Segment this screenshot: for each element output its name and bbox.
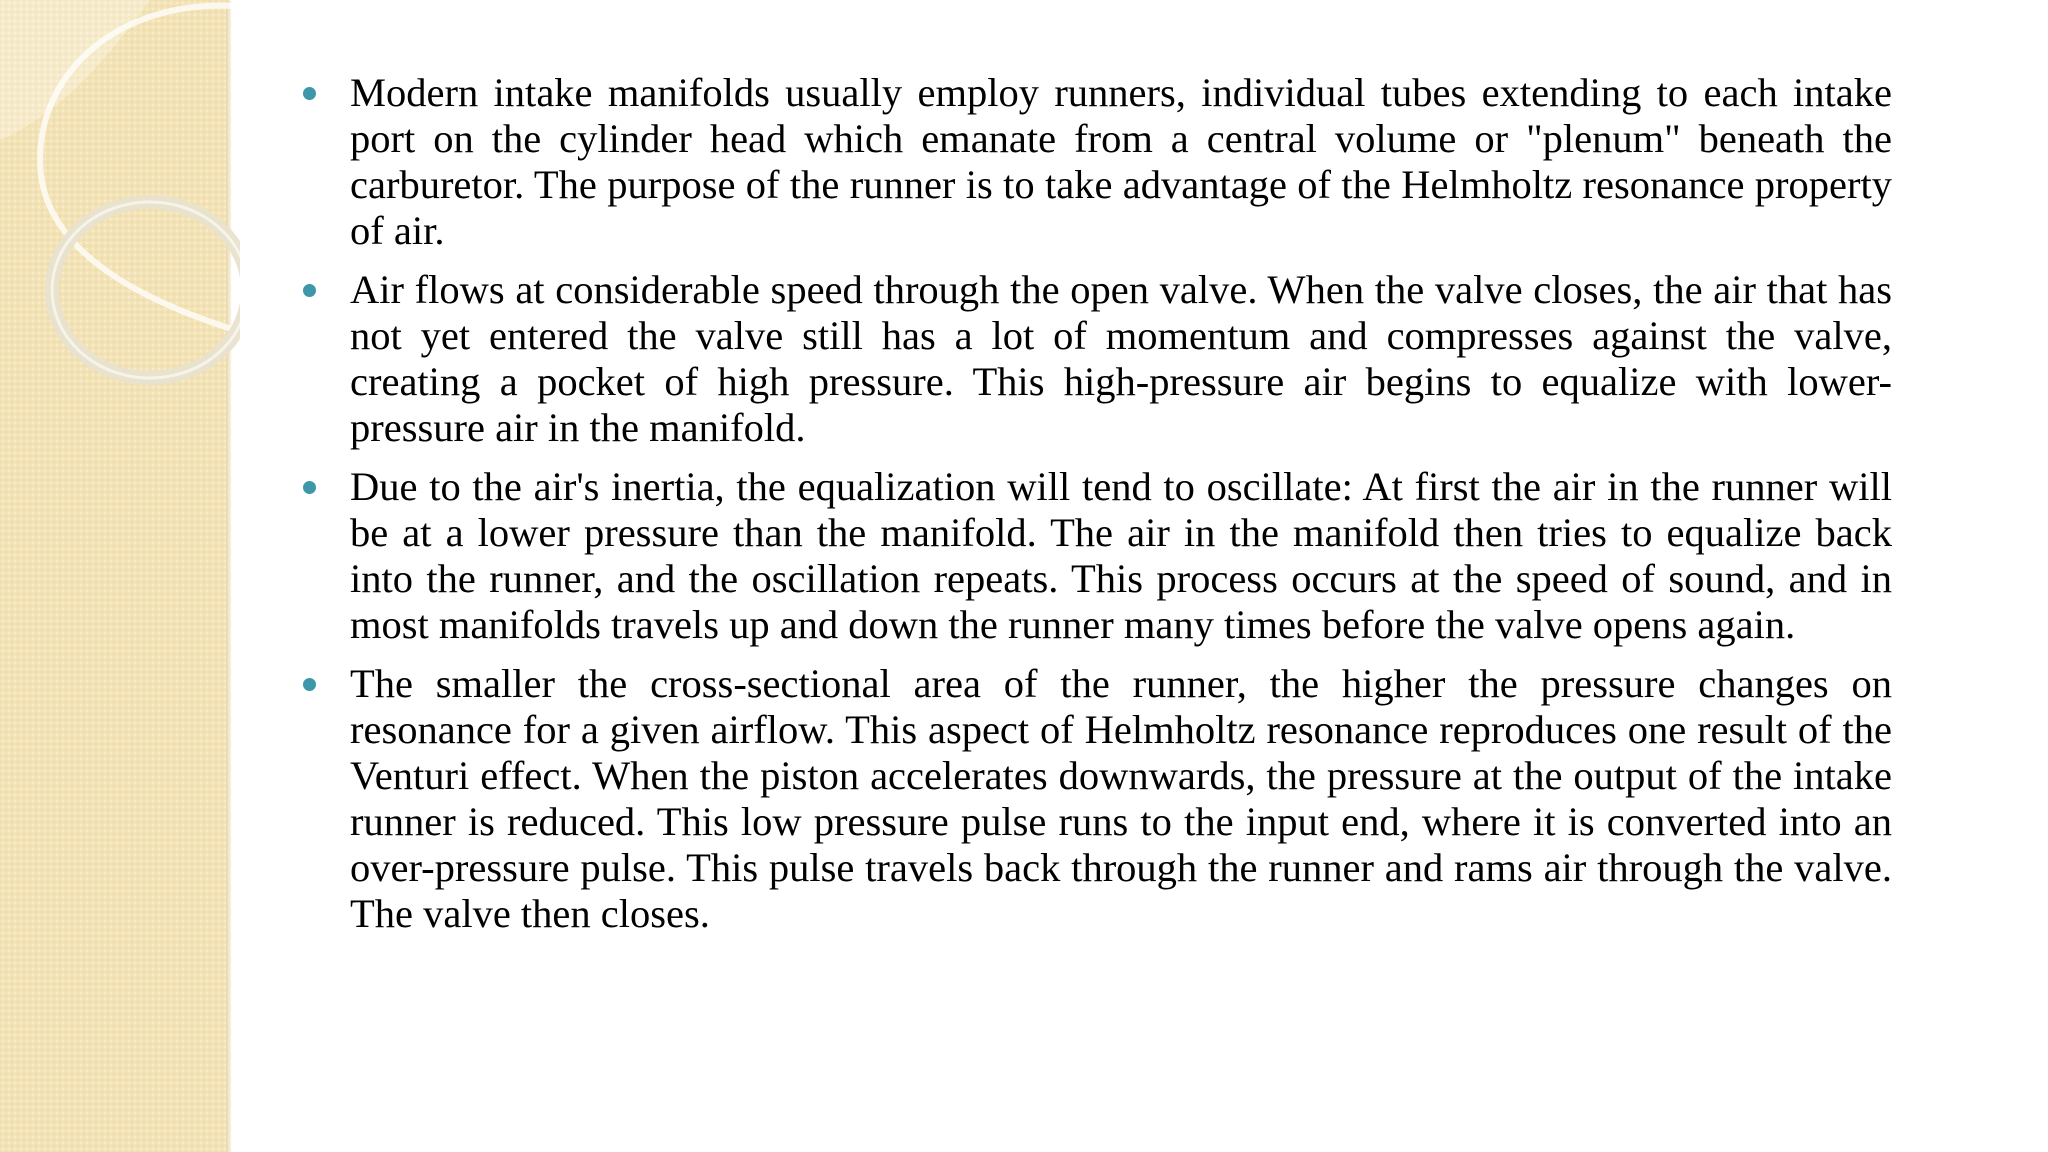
bullet-dot-icon — [303, 87, 316, 100]
bullet-text: Due to the air's inertia, the equalization will tend to oscillate: At first the air in the runner will be at a lower pressure than the manifold. The air in the manifold then tries to equalize back into the runner, and the oscillation repeats. This process occurs at the speed of sound, and in most manifolds travels up and down the runner many times before the valve opens again. — [350, 464, 1892, 647]
bullet-text: Air flows at considerable speed through the open valve. When the valve closes, the air that has not yet entered the valve still has a lot of momentum and compresses against the valve, creating a pocket of high pressure. This high-pressure air begins to equalize with lower-pressure air in the manifold. — [350, 267, 1892, 450]
bullet-text: Modern intake manifolds usually employ runners, individual tubes extending to each intake port on the cylinder head which emanate from a central volume or "plenum" beneath the carburetor. The purpose of the runner is to take advantage of the Helmholtz resonance property of air. — [350, 70, 1892, 253]
bullet-list — [300, 70, 1892, 937]
slide-content — [300, 70, 1892, 950]
bullet-item-venturi — [300, 661, 1892, 937]
bullet-item-airflow — [300, 267, 1892, 451]
bullet-dot-icon — [303, 678, 316, 691]
bullet-item-oscillation — [300, 464, 1892, 648]
bullet-dot-icon — [303, 284, 316, 297]
swirl-ornament-icon — [0, 0, 240, 420]
bullet-dot-icon — [303, 481, 316, 494]
bullet-item-runners — [300, 70, 1892, 254]
bullet-text: The smaller the cross-sectional area of the runner, the higher the pressure changes on resonance for a given airflow. This aspect of Helmholtz resonance reproduces one result of the Venturi effect. When the piston accelerates downwards, the pressure at the output of the intake runner is reduced. This low pressure pulse runs to the input end, where it is converted into an over-pressure pulse. This pulse travels back through the runner and rams air through the valve. The valve then closes. — [350, 661, 1892, 936]
